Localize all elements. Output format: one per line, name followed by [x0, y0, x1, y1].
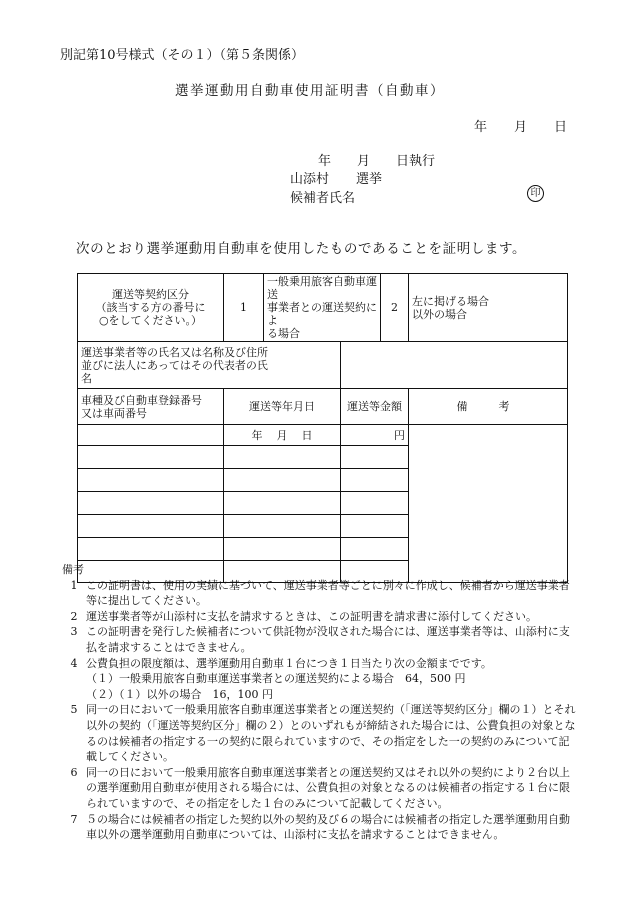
col-date-header: 運送等年月日 [224, 389, 341, 425]
note-number: 6 [70, 765, 78, 779]
vehicle-input[interactable] [78, 515, 224, 538]
amount-input[interactable] [341, 446, 409, 469]
note-number: 5 [70, 703, 78, 717]
note-text: 運送事業者等が山添村に支払を請求するときは、この証明書を請求書に添付してください。 [86, 609, 537, 623]
unit-yen: 円 [394, 428, 405, 442]
notes-heading: 備考 [62, 563, 84, 576]
vehicle-input[interactable] [78, 538, 224, 561]
note-text: ５の場合には候補者の指定した契約以外の契約及び６の場合には候補者の指定した選挙運動用自動車以外の選挙運動用自動車については、山添村に支払を請求することはできません。 [86, 812, 570, 842]
contract-type-label: 運送等契約区分 [112, 288, 189, 301]
amount-input[interactable] [341, 469, 409, 492]
note-item [62, 656, 576, 672]
note-item [62, 702, 576, 764]
vehicle-input[interactable] [78, 446, 224, 469]
contract-type-note: ○をしてください。） [98, 314, 203, 327]
form-number: 別記第10号様式（その１）（第５条関係） [60, 48, 305, 63]
note-text: 同一の日において一般乗用旅客自動車運送事業者との運送契約（「運送等契約区分」欄の１）とそれ以外の契約（「運送等契約区分」欄の２）とのいずれもが締結された場合には、公費負担の対象となるのは候補者の指定する一の契約に限られていますので、その指定をした一の契約のみについて記載してください。 [86, 703, 576, 764]
option-1-line: る場合 [267, 327, 300, 340]
issue-date-month: 月 [514, 120, 528, 135]
amount-input[interactable] [341, 425, 409, 446]
unit-month: 月 [276, 428, 288, 442]
note-number: 1 [70, 578, 78, 592]
seal-mark: 印 [527, 185, 544, 202]
note-text: この証明書は、使用の実績に基づいて、運送事業者等ごとに別々に作成し、候補者から運送事業者等に提出してください。 [86, 578, 570, 608]
option-1-line: 事業者との運送契約によ [267, 301, 377, 327]
note-text: 同一の日において一般乗用旅客自動車運送事業者との運送契約又はそれ以外の契約により２台以上の選挙運動用自動車が使用される場合には、公費負担の対象となるのは候補者の指定する１台に限られていますので、その指定をした１台のみについて記載してください。 [86, 765, 570, 810]
note-item [62, 578, 576, 609]
date-input[interactable] [224, 425, 341, 446]
option-2-line: 左に掲げる場合 [412, 294, 489, 308]
note-item [62, 812, 576, 843]
unit-year: 年 [251, 428, 263, 442]
option-2-number[interactable]: 2 [381, 274, 409, 342]
note-item [62, 765, 576, 812]
note-number: 2 [70, 609, 78, 623]
note-number: 3 [70, 625, 78, 639]
election-year: 年 [318, 154, 332, 169]
col-vehicle-line: 又は車両番号 [81, 406, 147, 420]
note-item [62, 624, 576, 655]
vehicle-input[interactable] [78, 425, 224, 446]
remarks-input[interactable] [409, 425, 568, 583]
col-amount-header: 運送等金額 [341, 389, 409, 425]
option-2-text [409, 274, 568, 342]
note-number: 4 [70, 656, 78, 670]
date-input[interactable] [224, 469, 341, 492]
election-day-exec: 日執行 [396, 154, 436, 169]
unit-day: 日 [301, 428, 313, 442]
note-text: 公費負担の限度額は、選挙運動用自動車１台につき１日当たり次の金額までです。 [86, 656, 492, 670]
note-item [62, 609, 576, 625]
col-vehicle-line: 車種及び自動車登録番号 [81, 393, 202, 407]
date-input[interactable] [224, 515, 341, 538]
option-1-line: 一般乗用旅客自動車運送 [267, 275, 377, 301]
operator-label-line: 名 [81, 371, 92, 385]
amount-input[interactable] [341, 515, 409, 538]
date-input[interactable] [224, 492, 341, 515]
page-title: 選挙運動用自動車使用証明書（自動車） [175, 83, 445, 99]
date-input[interactable] [224, 446, 341, 469]
candidate-name-label: 候補者氏名 [290, 191, 356, 206]
election-word: 選挙 [356, 172, 383, 187]
note-text: この証明書を発行した候補者について供託物が没収された場合には、運送事業者等は、山添村に支払を請求することはできません。 [86, 625, 570, 654]
contract-type-cell [78, 274, 224, 342]
option-1-text [264, 274, 381, 342]
notes-section [62, 562, 576, 843]
note-sub-item: （１）一般乗用旅客自動車運送事業者との運送契約による場合 64，500 円 [86, 672, 466, 686]
certification-statement: 次のとおり選挙運動用自動車を使用したものであることを証明します。 [76, 241, 527, 257]
operator-input[interactable] [341, 342, 568, 389]
operator-label-line: 並びに法人にあってはその代表者の氏 [81, 358, 268, 372]
note-sub-item: （２）（１）以外の場合 16，100 円 [86, 687, 273, 701]
election-month: 月 [357, 154, 371, 169]
col-remarks-header: 備 考 [409, 389, 568, 425]
amount-input[interactable] [341, 538, 409, 561]
village-name: 山添村 [290, 172, 330, 187]
option-1-number[interactable]: 1 [224, 274, 264, 342]
operator-label-line: 運送事業者等の氏名又は名称及び住所 [81, 345, 268, 359]
contract-type-note: （該当する方の番号に [95, 301, 206, 314]
issue-date-day: 日 [554, 120, 568, 135]
note-number: 7 [70, 812, 78, 826]
date-input[interactable] [224, 538, 341, 561]
option-2-line: 以外の場合 [412, 307, 467, 321]
operator-label [78, 342, 341, 389]
vehicle-input[interactable] [78, 492, 224, 515]
amount-input[interactable] [341, 492, 409, 515]
col-vehicle-header [78, 389, 224, 425]
vehicle-input[interactable] [78, 469, 224, 492]
issue-date-year: 年 [474, 120, 488, 135]
usage-table [77, 273, 568, 583]
